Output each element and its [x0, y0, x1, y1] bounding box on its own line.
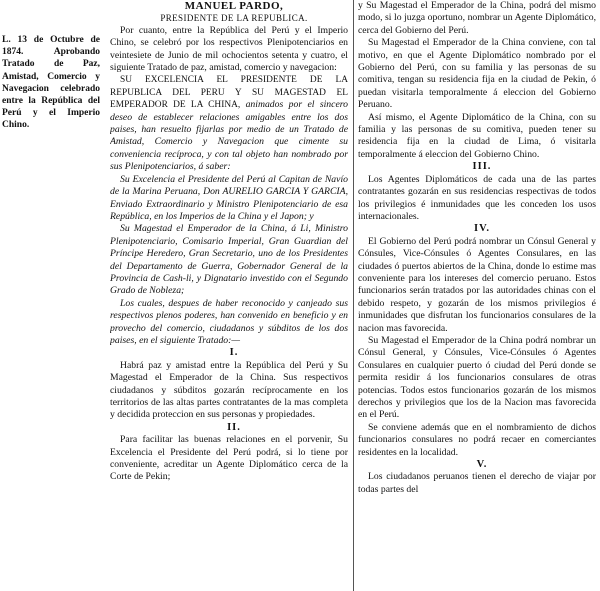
left-column	[110, 0, 348, 591]
article-number: I.	[229, 347, 239, 359]
column-divider	[353, 0, 354, 591]
president-title: PRESIDENTE DE LA REPUBLICA.	[160, 13, 308, 24]
article-number: V.	[476, 459, 488, 471]
paragraph-preamble	[110, 74, 348, 173]
paragraph: Los Agentes Diplomáticos de cada una de las partes contratantes gozarán en sus residencias respectivas de todos los privilegios é inmunidades que les conceden los usos internacionales.	[358, 173, 596, 222]
paragraph: y Su Magestad el Emperador de la China, podrá del mismo modo, si lo juzga oportuno, nombrar un Agente Diplomático, cerca del Gobierno del Perú.	[358, 0, 596, 36]
paragraph: Los cuales, despues de haber reconocido y canjeado sus respectivos plenos poderes, han convenido en beneficio y en provecho del comercio, ciudadanos y súbditos de los dos paises, en el siguiente Tratado:—	[110, 297, 348, 346]
paragraph: Se conviene además que en el nombramiento de dichos funcionarios consulares no podrá recaer en comerciantes residentes en la localidad.	[358, 421, 596, 458]
paragraph: Su Magestad el Emperador de la China, á Li, Ministro Plenipotenciario, Comisario Imperial, Gran Guardian del Príncipe Heredero, Gran Secretario, uno de los Presidentes del Departamento de Guerra, Gobernador General de la Provincia de Cash-li, y Dignatario investido con el Segundo Grado de Nobleza;	[110, 223, 348, 297]
margin-note: L. 13 de Octubre de 1874. Aprobando Tratado de Paz, Amistad, Comercio y Navegacion celebrado entre la República del Perú y el Imperio Chino.	[2, 35, 100, 131]
paragraph: Su Magestad el Emperador de la China podrá nombrar un Cónsul General, y Cónsules, Vice-Cónsules ó Agentes Consulares en cualquier puerto ó ciudad del Perú donde se permita residir á los funcionarios consulares de otras potencias. Todos estos funcionarios gozarán de los mismos derechos y privilegios que los de la Nacion mas favorecida en el Perú.	[358, 334, 596, 421]
preamble-caps: SU EXCELENCIA EL PRESIDENTE DE LA REPUBLICA DEL PERU Y SU MAGESTAD EL EMPERADOR DE LA CHINA,	[110, 75, 348, 111]
paragraph: Su Magestad el Emperador de la China conviene, con tal motivo, en que el Agente Diplomático nombrado por el Gobierno del Perú, con su familia y las personas de su comitiva, tengan su residencia fija en la ciudad de Pekin, ó puedan visitarla temporalmente á eleccion del Gobierno Peruano.	[358, 37, 596, 111]
article-number: II.	[227, 421, 241, 433]
article-number: IV.	[474, 223, 490, 235]
article-number: III.	[472, 161, 492, 173]
paragraph: Para facilitar las buenas relaciones en el porvenir, Su Excelencia el Presidente del Perú podrá, si lo tiene por conveniente, acreditar un Agente Diplomático cerca de la Corte de Pekin;	[110, 434, 348, 483]
paragraph: El Gobierno del Perú podrá nombrar un Cónsul General y Cónsules, Vice-Cónsules ó Agentes Consulares, en las ciudades ó puertos abiertos de la China, donde lo estime mas conveniente para los intereses del comercio peruano. Estos funcionarios serán tratados por las autoridades chinas con el debido respeto, y gozarán de los mismos privilegios é inmunidades que disfrutan los funcionarios consulares de la nacion mas favorecida.	[358, 235, 596, 334]
paragraph: Habrá paz y amistad entre la República del Perú y Su Magestad el Emperador de la China. Sus respectivos ciudadanos y súbditos gozarán recíprocamente en los territorios de las altas partes contratantes de la mas completa y decidida proteccion en sus personas y propiedades.	[110, 359, 348, 421]
president-name: MANUEL PARDO,	[184, 0, 284, 12]
paragraph: Así mismo, el Agente Diplomático de la China, con su familia y las personas de su comitiva, pueden tener su residencia fija en la ciudad de Lima, ó visitarla temporalmente á eleccion del Gobierno Chino.	[358, 111, 596, 160]
paragraph: Su Excelencia el Presidente del Perú al Capitan de Navío de la Marina Peruana, Don AURELIO GARCIA Y GARCIA, Enviado Extraordinario y Ministro Plenipotenciario de esa República, en los Imperios de la China y el Japon; y	[110, 173, 348, 222]
paragraph: Por cuanto, entre la República del Perú y el Imperio Chino, se celebró por los respectivos Plenipotenciarios en veintesiete de Junio de mil ochocientos setenta y cuatro, el siguiente Tratado de paz, amistad, comercio y navegacion:	[110, 24, 348, 74]
preamble-italic: animados por el sincero deseo de establecer relaciones amigables entre los dos paises, han resuelto fijarlas por medio de un Tratado de Amistad, Comercio y Navegacion que cimente su conveniencia recíproca, y con tal objeto han nombrado por sus Plenipotenciarios, á saber:	[110, 99, 348, 173]
right-column	[358, 0, 596, 591]
paragraph: Los ciudadanos peruanos tienen el derecho de viajar por todas partes del	[358, 471, 596, 495]
